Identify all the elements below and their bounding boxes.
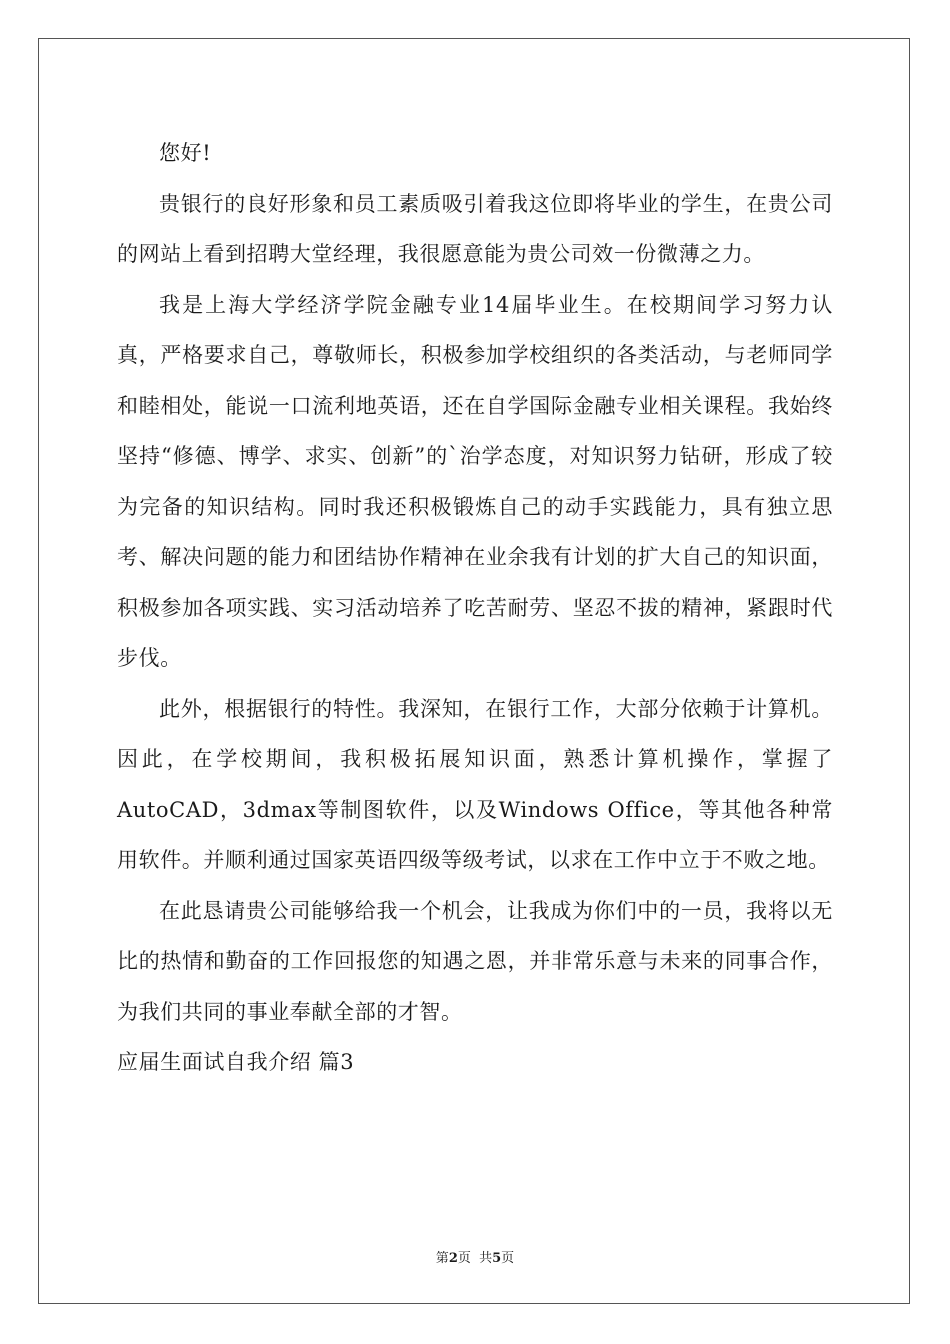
paragraph-intro: 贵银行的良好形象和员工素质吸引着我这位即将毕业的学生，在贵公司的网站上看到招聘大堂经理，我很愿意能为贵公司效一份微薄之力。 — [117, 191, 833, 266]
document-body — [117, 128, 833, 1088]
footer-total-pages: 5 — [492, 1251, 502, 1266]
paragraph-skills: 此外，根据银行的特性。我深知，在银行工作，大部分依赖于计算机。因此，在学校期间，我积极拓展知识面，熟悉计算机操作，掌握了AutoCAD，3dmax等制图软件，以及Windows Office，等其他各种常用软件。并顺利通过国家英语四级等级考试，以求在工作中立于不败之地。 — [117, 696, 833, 872]
greeting: 您好! — [159, 141, 212, 165]
footer-current-page: 2 — [448, 1251, 458, 1266]
footer-suffix: 页 — [501, 1251, 515, 1266]
paragraph-education: 我是上海大学经济学院金融专业14届毕业生。在校期间学习努力认真，严格要求自己，尊敬师长，积极参加学校组织的各类活动，与老师同学和睦相处，能说一口流利地英语，还在自学国际金融专业相关课程。我始终坚持“修德、博学、求实、创新”的`治学态度，对知识努力钻研，形成了较为完备的知识结构。同时我还积极锻炼自己的动手实践能力，具有独立思考、解决问题的能力和团结协作精神在业余我有计划的扩大自己的知识面，积极参加各项实践、实习活动培养了吃苦耐劳、坚忍不拔的精神，紧跟时代步伐。 — [117, 292, 833, 670]
footer-prefix: 第 — [435, 1251, 449, 1266]
footer-middle: 页 共 — [457, 1251, 493, 1266]
page-footer — [0, 1247, 950, 1266]
section-heading: 应届生面试自我介绍 篇3 — [117, 1050, 355, 1074]
paragraph-closing: 在此恳请贵公司能够给我一个机会，让我成为你们中的一员，我将以无比的热情和勤奋的工作回报您的知遇之恩，并非常乐意与未来的同事合作，为我们共同的事业奉献全部的才智。 — [117, 898, 833, 1024]
